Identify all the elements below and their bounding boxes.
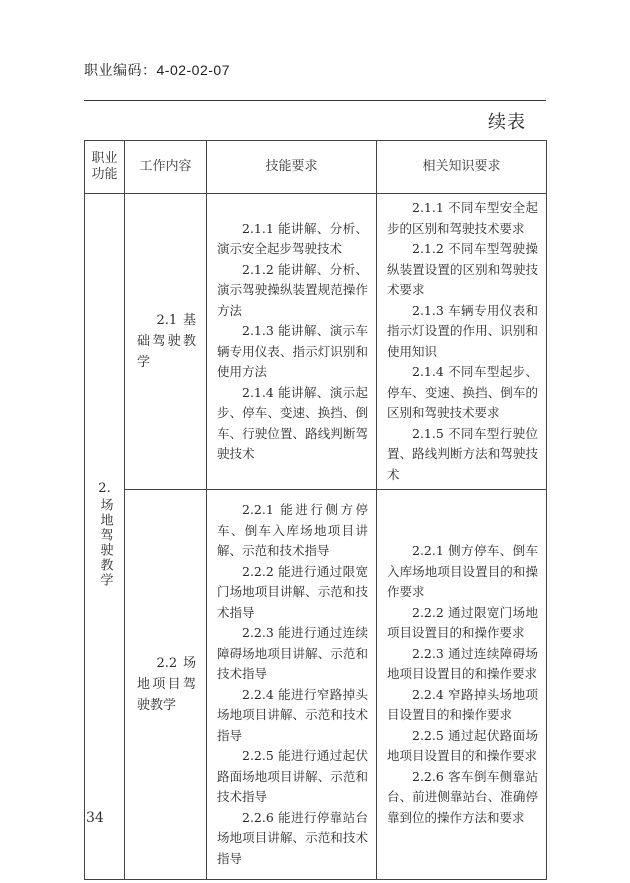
knowledge-cell <box>377 490 547 880</box>
col-header-function <box>85 141 125 194</box>
table-header-row <box>85 141 547 194</box>
knowledge-item: 2.1.1 不同车型安全起步的区别和驾驶技术要求 <box>387 200 538 236</box>
knowledge-item: 2.2.3 通过连续障碍场地项目设置目的和操作要求 <box>387 645 538 681</box>
function-number: 2. <box>98 480 111 496</box>
knowledge-item: 2.1.2 不同车型驾驶操纵装置设置的区别和驾驶技术要求 <box>387 241 538 297</box>
occupation-code: 职业编码：4-02-02-07 <box>84 62 230 78</box>
skills-table <box>84 140 547 880</box>
skill-item: 2.2.6 能进行停靠站台场地项目讲解、示范和技术指导 <box>217 809 368 866</box>
table-row <box>85 194 547 490</box>
skill-item: 2.2.3 能进行通过连续障碍场地项目讲解、示范和技术指导 <box>217 625 368 681</box>
knowledge-item: 2.2.1 侧方停车、倒车入库场地项目设置目的和操作要求 <box>387 543 538 599</box>
knowledge-item: 2.1.5 不同车型行驶位置、路线判断方法和驾驶技术 <box>387 425 538 482</box>
continued-label: 续表 <box>488 112 526 133</box>
function-name: 场地驾驶教学 <box>97 497 113 588</box>
knowledge-item: 2.2.5 通过起伏路面场地项目设置目的和操作要求 <box>387 727 538 763</box>
content-cell <box>125 490 207 880</box>
skill-item: 2.2.1 能进行侧方停车、倒车入库场地项目讲解、示范和技术指导 <box>217 502 368 558</box>
knowledge-item: 2.2.4 窄路掉头场地项目设置目的和操作要求 <box>387 686 538 722</box>
skills-cell <box>207 194 377 490</box>
knowledge-item: 2.1.3 车辆专用仪表和指示灯设置的作用、识别和使用知识 <box>387 302 538 359</box>
table-row <box>85 490 547 880</box>
skill-item: 2.1.3 能讲解、演示车辆专用仪表、指示灯识别和使用方法 <box>217 323 368 379</box>
skill-item: 2.2.4 能进行窄路掉头场地项目讲解、示范和技术指导 <box>217 686 368 743</box>
col-header-skills: 技能要求 <box>207 141 377 194</box>
knowledge-item: 2.2.2 通过限宽门场地项目设置目的和操作要求 <box>387 604 538 640</box>
skill-item: 2.2.5 能进行通过起伏路面场地项目讲解、示范和技术指导 <box>217 748 368 804</box>
header-divider <box>84 100 546 101</box>
knowledge-item: 2.2.6 客车倒车侧靠站台、前进侧靠站台、准确停靠到位的操作方法和要求 <box>387 768 538 825</box>
knowledge-cell <box>377 194 547 490</box>
col-header-function-text: 职业 功能 <box>91 151 118 182</box>
col-header-knowledge: 相关知识要求 <box>377 141 547 194</box>
skill-item: 2.1.4 能讲解、演示起步、停车、变速、换挡、倒车、行驶位置、路线判断驾驶技术 <box>217 384 368 461</box>
skills-cell <box>207 490 377 880</box>
content-cell <box>125 194 207 490</box>
skill-item: 2.1.1 能讲解、分析、演示安全起步驾驶技术 <box>217 220 368 256</box>
page-number: 34 <box>86 810 104 826</box>
content-text: 2.2 场地项目驾驶教学 <box>137 656 196 713</box>
col-header-content: 工作内容 <box>125 141 207 194</box>
skill-item: 2.2.2 能进行通过限宽门场地项目讲解、示范和技术指导 <box>217 563 368 620</box>
function-cell <box>85 194 125 880</box>
content-text: 2.1 基础驾驶教学 <box>137 313 196 370</box>
knowledge-item: 2.1.4 不同车型起步、停车、变速、换挡、倒车的区别和驾驶技术要求 <box>387 364 538 420</box>
skill-item: 2.1.2 能讲解、分析、演示驾驶操纵装置规范操作方法 <box>217 261 368 318</box>
